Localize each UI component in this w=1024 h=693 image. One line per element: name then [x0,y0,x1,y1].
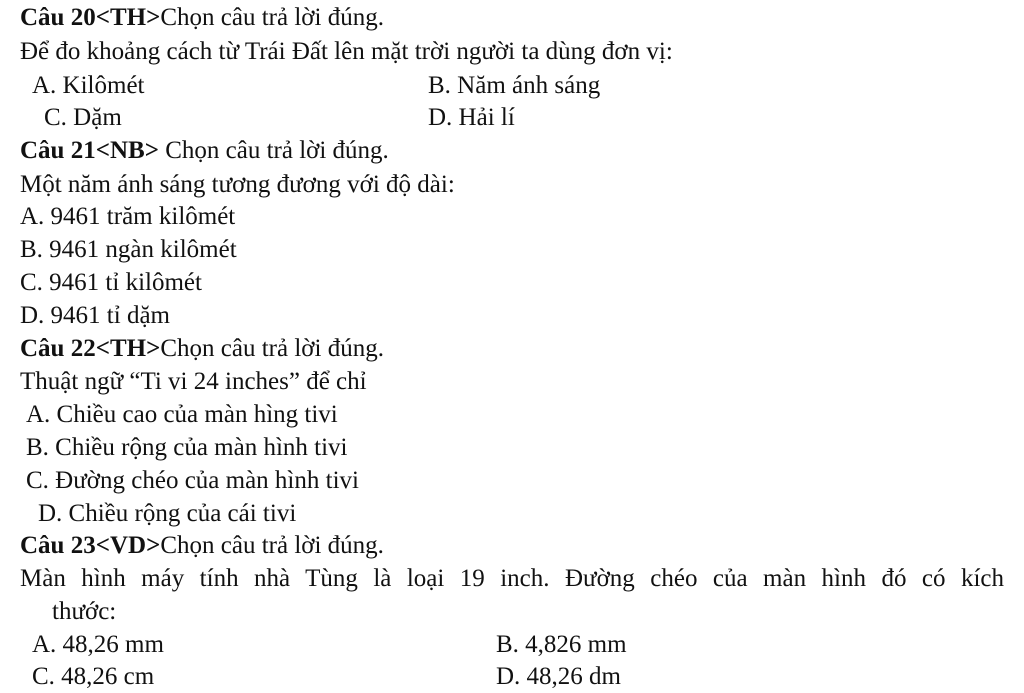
question-23-option-a: A. 48,26 mm [32,631,164,658]
question-20-option-b: B. Năm ánh sáng [428,72,601,99]
question-20-heading [20,1,384,34]
question-22-text: Thuật ngữ “Ti vi 24 inches” để chỉ [20,368,367,395]
question-21-option-d: D. 9461 tỉ dặm [20,302,170,329]
question-20-option-c: C. Dặm [44,104,122,131]
question-21-label: Câu 21 [20,137,96,164]
question-21-option-b: B. 9461 ngàn kilômét [20,236,237,263]
question-21-instruction: Chọn câu trả lời đúng. [158,137,389,164]
question-20-tag: <TH> [95,4,161,31]
question-23-text-line-1: Màn hình máy tính nhà Tùng là loại 19 inch. Đường chéo của màn hình đó có kích [20,565,1004,592]
question-22-option-d: D. Chiều rộng của cái tivi [38,500,297,527]
question-22-tag: <TH> [95,335,161,362]
question-20-label: Câu 20 [20,4,96,31]
question-23-option-b: B. 4,826 mm [496,631,627,658]
question-23-text-line-2: thước: [52,598,117,625]
question-21-option-c: C. 9461 tỉ kilômét [20,269,202,296]
question-22-option-c: C. Đường chéo của màn hình tivi [26,467,359,494]
question-21-heading [20,134,389,167]
question-20-instruction: Chọn câu trả lời đúng. [160,4,384,31]
question-20-option-a: A. Kilômét [32,72,145,99]
question-23-option-d: D. 48,26 dm [496,663,621,690]
question-22-option-a: A. Chiều cao của màn hìng tivi [26,401,338,428]
question-23-instruction: Chọn câu trả lời đúng. [160,532,384,559]
question-22-heading [20,332,384,365]
question-21-text: Một năm ánh sáng tương đương với độ dài: [20,171,455,198]
question-20-text: Để đo khoảng cách từ Trái Đất lên mặt trời người ta dùng đơn vị: [20,38,673,65]
question-22-instruction: Chọn câu trả lời đúng. [160,335,384,362]
question-23-option-c: C. 48,26 cm [32,663,155,690]
question-23-heading [20,529,384,562]
question-21-option-a: A. 9461 trăm kilômét [20,203,236,230]
question-20-option-d: D. Hải lí [428,104,515,131]
question-21-tag: <NB> [95,137,159,164]
question-22-label: Câu 22 [20,335,96,362]
question-23-tag: <VD> [95,532,161,559]
question-22-option-b: B. Chiều rộng của màn hình tivi [26,434,348,461]
question-23-label: Câu 23 [20,532,96,559]
